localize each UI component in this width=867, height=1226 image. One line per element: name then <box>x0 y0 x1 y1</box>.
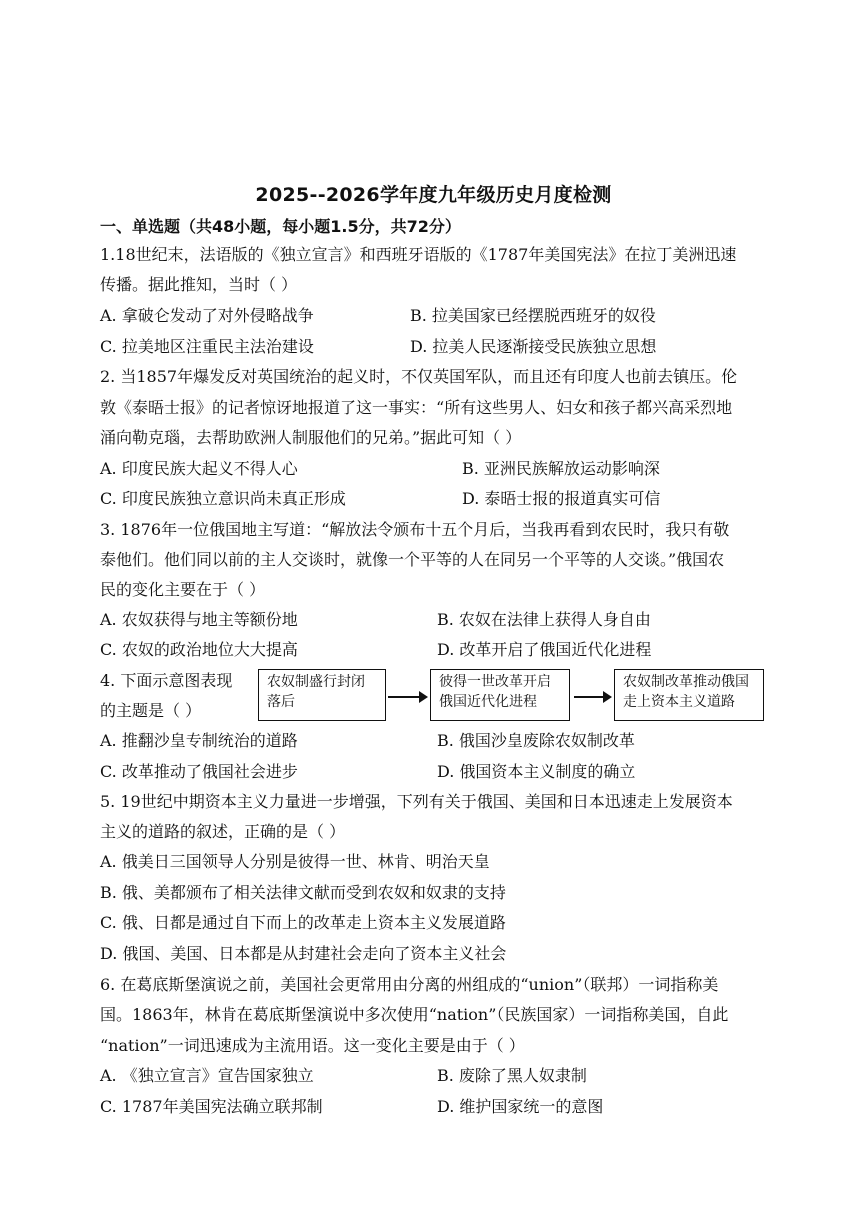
diagram-box-1 <box>258 669 386 721</box>
question-1-option-b: B. 拉美国家已经摆脱西班牙的奴役 <box>410 306 656 325</box>
diagram-box-1-line-2: 落后 <box>267 694 295 710</box>
question-3-stem-line-3: 民的变化主要在于（ ） <box>100 580 266 599</box>
question-4-stem-line-2: 的主题是（ ） <box>100 701 202 720</box>
question-2-option-a: A. 印度民族大起义不得人心 <box>100 459 298 478</box>
question-6-option-c: C. 1787年美国宪法确立联邦制 <box>100 1097 323 1116</box>
section-heading: 一、单选题（共48小题，每小题1.5分，共72分） <box>100 217 461 236</box>
question-4-stem-line-1: 4. 下面示意图表现 <box>100 671 233 690</box>
question-3-stem-line-2: 泰他们。他们同以前的主人交谈时，就像一个平等的人在同另一个平等的人交谈。”俄国农 <box>100 550 725 569</box>
question-5-option-a: A. 俄美日三国领导人分别是彼得一世、林肯、明治天皇 <box>100 852 490 871</box>
question-5-stem-line-2: 主义的道路的叙述，正确的是（ ） <box>100 822 346 841</box>
question-4-option-b: B. 俄国沙皇废除农奴制改革 <box>437 731 635 750</box>
diagram-box-3-line-1: 农奴制改革推动俄国 <box>623 674 749 690</box>
question-3-option-a: A. 农奴获得与地主等额份地 <box>100 610 298 629</box>
question-1-stem-line-2: 传播。据此推知，当时（ ） <box>100 275 298 294</box>
question-2-stem-line-2: 敦《泰晤士报》的记者惊讶地报道了这一事实：“所有这些男人、妇女和孩子都兴高采烈地 <box>100 398 733 417</box>
question-6-option-b: B. 废除了黑人奴隶制 <box>437 1066 587 1085</box>
question-2-stem-line-3: 涌向勒克瑙，去帮助欧洲人制服他们的兄弟。”据此可知（ ） <box>100 428 522 447</box>
question-2-option-d: D. 泰晤士报的报道真实可信 <box>462 489 661 508</box>
diagram-arrow-1 <box>388 696 426 698</box>
question-3-option-b: B. 农奴在法律上获得人身自由 <box>437 610 651 629</box>
diagram-box-3 <box>614 669 764 721</box>
question-4-option-c: C. 改革推动了俄国社会进步 <box>100 762 298 781</box>
page-title: 2025--2026学年度九年级历史月度检测 <box>255 184 612 206</box>
question-3-stem-line-1: 3. 1876年一位俄国地主写道：“解放法令颁布十五个月后，当我再看到农民时，我只有敬 <box>100 520 730 539</box>
question-1-stem-line-1: 1.18世纪末，法语版的《独立宣言》和西班牙语版的《1787年美国宪法》在拉丁美洲迅速 <box>100 245 737 264</box>
question-3-option-d: D. 改革开启了俄国近代化进程 <box>437 640 652 659</box>
question-2-stem-line-1: 2. 当1857年爆发反对英国统治的起义时，不仅英国军队，而且还有印度人也前去镇压。伦 <box>100 367 738 386</box>
question-2-option-b: B. 亚洲民族解放运动影响深 <box>462 459 660 478</box>
question-6-stem-line-3: “nation”一词迅速成为主流用语。这一变化主要是由于（ ） <box>100 1036 525 1055</box>
question-1-option-d: D. 拉美人民逐渐接受民族独立思想 <box>410 337 657 356</box>
question-4-option-a: A. 推翻沙皇专制统治的道路 <box>100 731 298 750</box>
question-3-option-c: C. 农奴的政治地位大大提高 <box>100 640 298 659</box>
question-1-option-c: C. 拉美地区注重民主法治建设 <box>100 337 314 356</box>
diagram-box-2 <box>430 669 570 721</box>
diagram-box-2-line-2: 俄国近代化进程 <box>439 694 537 710</box>
question-5-option-c: C. 俄、日都是通过自下而上的改革走上资本主义发展道路 <box>100 913 506 932</box>
question-5-option-d: D. 俄国、美国、日本都是从封建社会走向了资本主义社会 <box>100 944 507 963</box>
question-5-stem-line-1: 5. 19世纪中期资本主义力量进一步增强，下列有关于俄国、美国和日本迅速走上发展资本 <box>100 792 733 811</box>
question-6-option-a: A. 《独立宣言》宣告国家独立 <box>100 1066 314 1085</box>
question-5-option-b: B. 俄、美都颁布了相关法律文献而受到农奴和奴隶的支持 <box>100 883 506 902</box>
diagram-box-3-line-2: 走上资本主义道路 <box>623 694 735 710</box>
question-6-option-d: D. 维护国家统一的意图 <box>437 1097 604 1116</box>
question-1-option-a: A. 拿破仑发动了对外侵略战争 <box>100 306 314 325</box>
question-6-stem-line-1: 6. 在葛底斯堡演说之前，美国社会更常用由分离的州组成的“union”（联邦）一词指称美 <box>100 975 719 994</box>
question-2-option-c: C. 印度民族独立意识尚未真正形成 <box>100 489 346 508</box>
question-6-stem-line-2: 国。1863年，林肯在葛底斯堡演说中多次使用“nation”（民族国家）一词指称美国，自此 <box>100 1005 729 1024</box>
diagram-box-2-line-1: 彼得一世改革开启 <box>439 674 551 690</box>
question-4-option-d: D. 俄国资本主义制度的确立 <box>437 762 636 781</box>
diagram-arrow-2 <box>574 696 610 698</box>
diagram-box-1-line-1: 农奴制盛行封闭 <box>267 674 365 690</box>
